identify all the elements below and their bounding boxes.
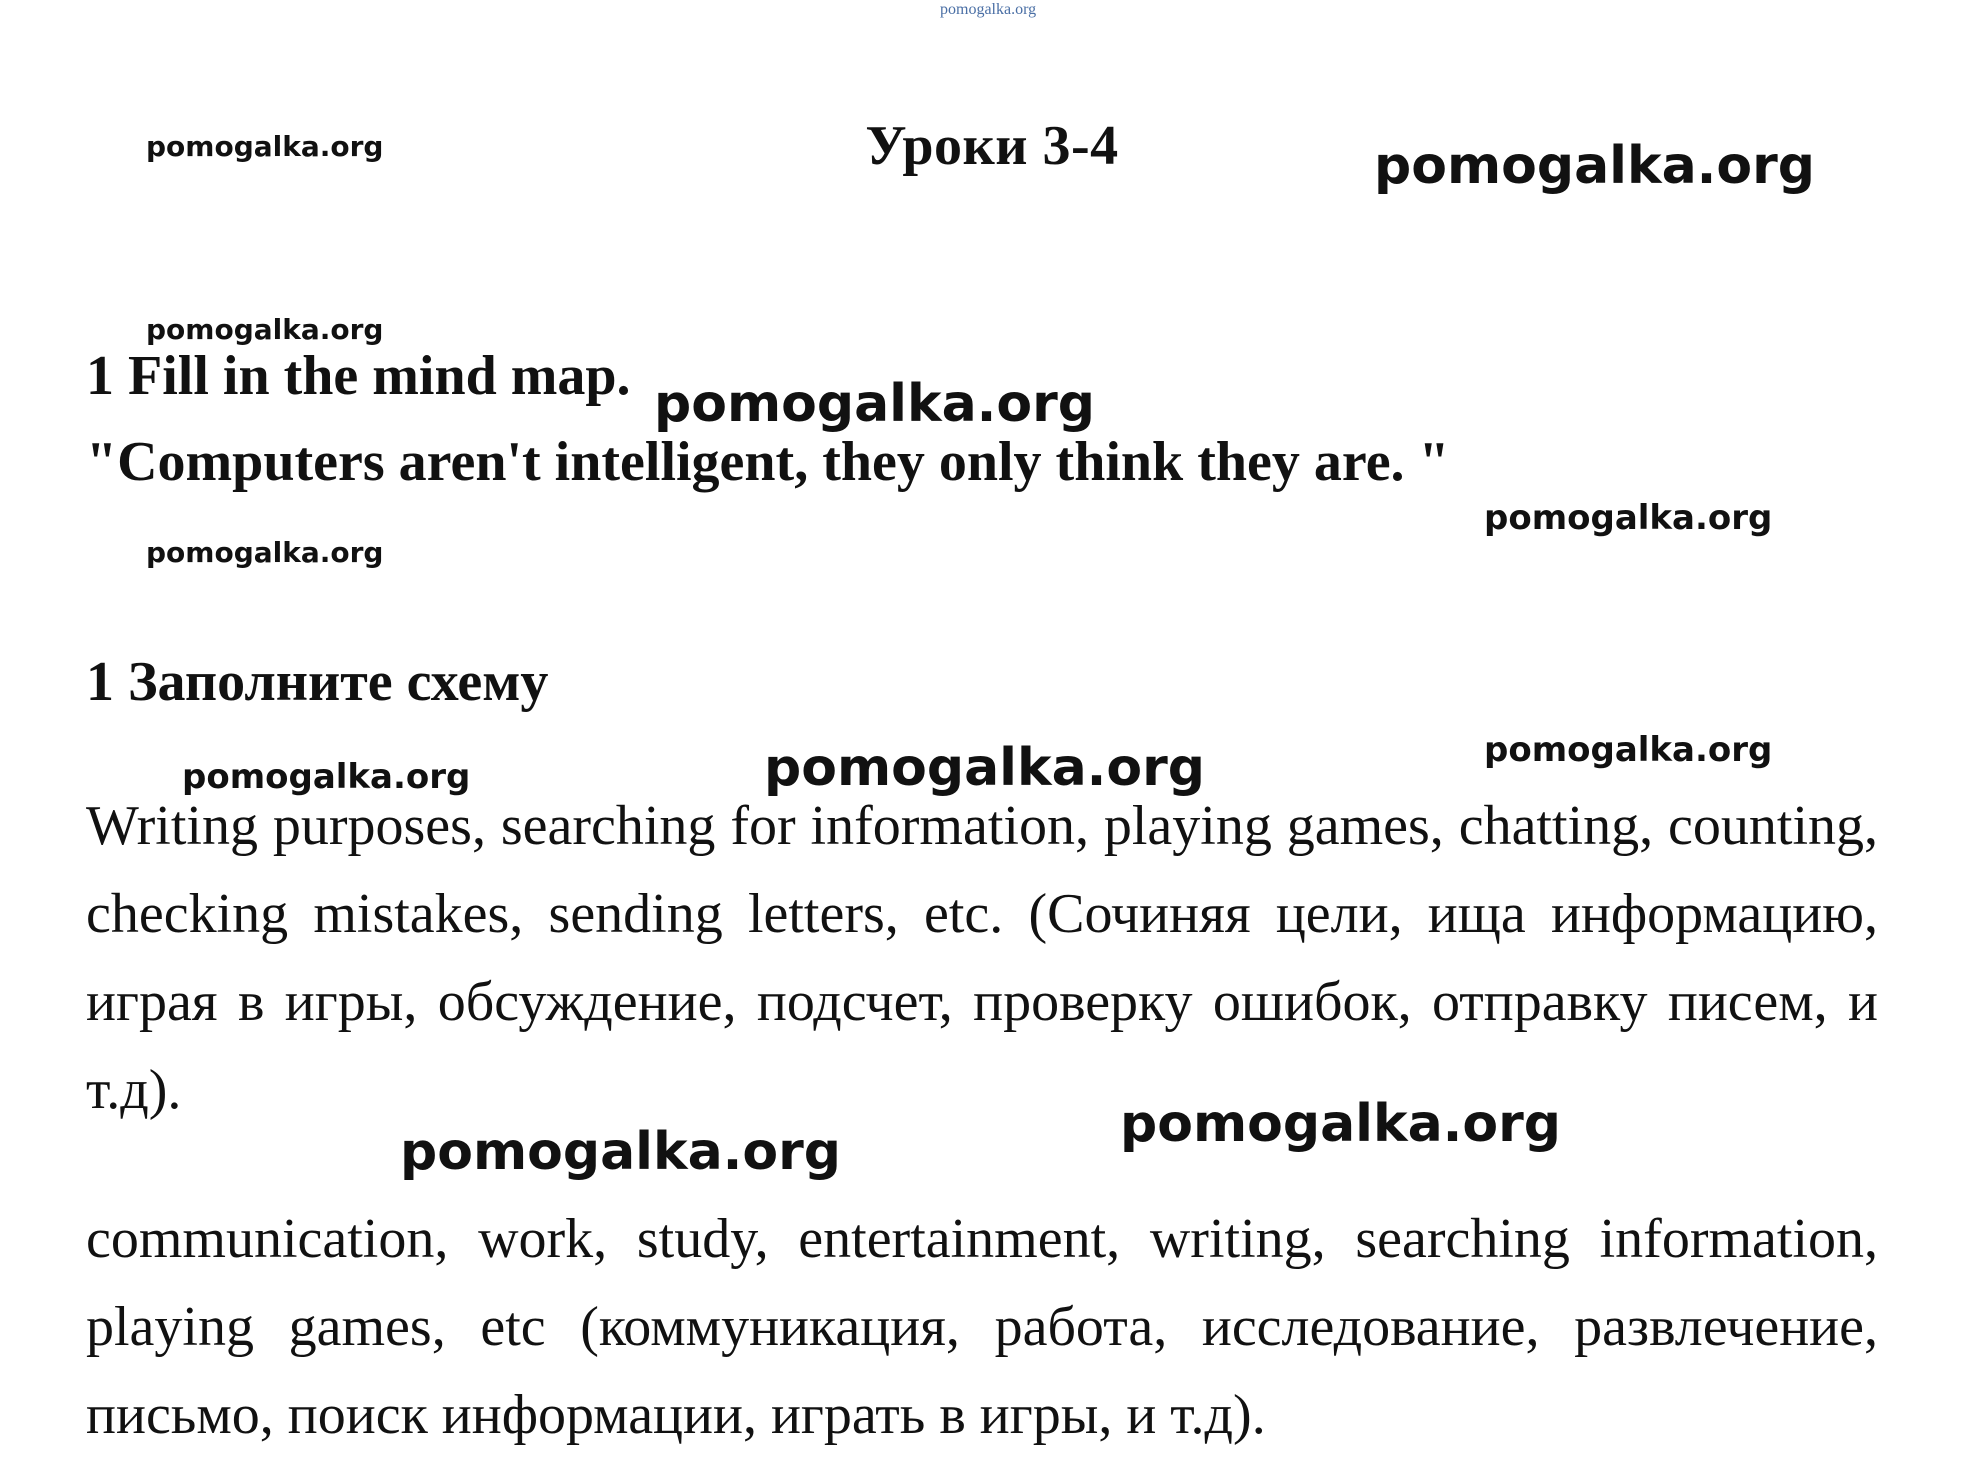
answer-paragraph-2: communication, work, study, entertainment, writing, searching information, playing games, etc (коммуникация, работа, исследование, развлечение, письмо, поиск информации, играть в игры, и т.д). (86, 1208, 1878, 1446)
watermark: pomogalka.org (1484, 730, 1773, 770)
watermark: pomogalka.org (146, 536, 384, 569)
watermark-top: pomogalka.org (940, 1, 1037, 18)
watermark: pomogalka.org (400, 1122, 842, 1182)
watermark: pomogalka.org (182, 757, 471, 797)
watermark: pomogalka.org (764, 738, 1206, 798)
quote: "Computers aren't intelligent, they only think they are. " (86, 431, 1450, 493)
watermark: pomogalka.org (1120, 1094, 1562, 1154)
page-title: Уроки 3-4 (865, 115, 1119, 177)
answer-paragraph-1: Writing purposes, searching for information, playing games, chatting, counting, checking mistakes, sending letters, etc. (Сочиняя цели, ища информацию, играя в игры, обсуждение, подсчет, проверку ошибок, отправку писем, и т.д). (86, 795, 1878, 1121)
watermark: pomogalka.org (1374, 136, 1816, 196)
watermark: pomogalka.org (146, 313, 384, 346)
task-heading-en: 1 Fill in the mind map. (86, 345, 631, 407)
watermark: pomogalka.org (1484, 498, 1773, 538)
watermark: pomogalka.org (654, 374, 1096, 434)
watermark: pomogalka.org (146, 130, 384, 163)
task-heading-ru: 1 Заполните схему (86, 651, 549, 713)
